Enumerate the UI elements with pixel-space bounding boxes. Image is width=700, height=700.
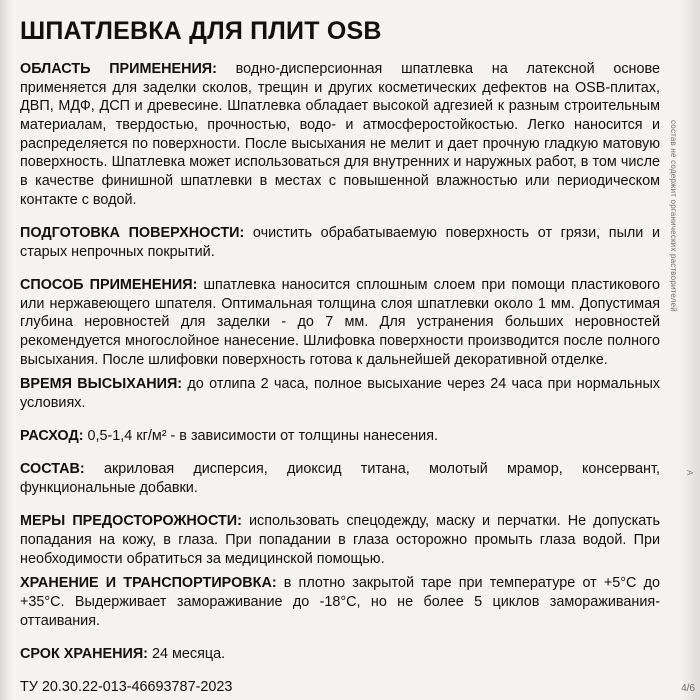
section-shelf-life-heading: СРОК ХРАНЕНИЯ: — [20, 645, 148, 662]
section-storage — [20, 574, 660, 630]
section-drying-time-heading: ВРЕМЯ ВЫСЫХАНИЯ: — [20, 376, 183, 393]
section-consumption-text: 0,5-1,4 кг/м² - в зависимости от толщины нанесения. — [83, 428, 439, 445]
section-precautions — [20, 512, 660, 568]
section-storage-heading: ХРАНЕНИЕ И ТРАНСПОРТИРОВКА: — [20, 575, 277, 592]
side-note-vertical: состав не содержит органических растворителей — [669, 120, 678, 312]
section-shelf-life — [20, 645, 660, 664]
label-content — [20, 18, 660, 698]
section-shelf-life-text: 24 месяца. — [147, 645, 226, 662]
section-surface-prep-heading: ПОДГОТОВКА ПОВЕРХНОСТИ: — [20, 225, 245, 242]
standard-code: ТУ 20.30.22-013-46693787-2023 — [20, 679, 233, 696]
section-consumption — [20, 427, 660, 446]
page-title: ШПАТЛЕВКА ДЛЯ ПЛИТ OSB — [20, 17, 382, 45]
label-left-edge — [0, 0, 14, 700]
section-usage-heading: СПОСОБ ПРИМЕНЕНИЯ: — [20, 276, 198, 293]
section-precautions-text: использовать спецодежду, маску и перчатки. Не допускать попадания на кожу, в глаза. При попадании в глаза осторожно промыть глаза водой. При необходимости обратиться за медицинской помощью. — [20, 513, 660, 567]
section-usage-text: шпатлевка наносится сплошным слоем при помощи пластикового или нержавеющего шпателя. Оптимальная толщина слоя шпатлевки около 1 мм. Допустимая глубина неровностей для заделки - до 7 мм. Для устранения больших неровностей рекомендуется многослойное нанесение. Шлифовка поверхности производится после полного высыхания. После шлифовки поверхность готова к дальнейшей декоративной отделке. — [20, 276, 660, 368]
section-composition — [20, 460, 660, 497]
section-composition-heading: СОСТАВ: — [20, 461, 85, 478]
label-right-edge — [680, 0, 700, 700]
section-precautions-heading: МЕРЫ ПРЕДОСТОРОЖНОСТИ: — [20, 513, 242, 530]
section-composition-text: акриловая дисперсия, диоксид титана, молотый мрамор, консервант, функциональные добавки. — [20, 461, 660, 497]
section-usage — [20, 276, 660, 370]
section-application-heading: ОБЛАСТЬ ПРИМЕНЕНИЯ: — [20, 60, 217, 77]
section-drying-time — [20, 375, 660, 412]
section-drying-time-text: до отлипа 2 часа, полное высыхание через 24 часа при нормальных условиях. — [20, 376, 660, 412]
corner-code: 4/6 — [681, 683, 695, 694]
section-surface-prep — [20, 224, 660, 261]
section-application-text: водно-дисперсионная шпатлевка на латексной основе применяется для заделки сколов, трещин и других косметических дефектов на OSB-плитах, ДВП, МДФ, ДСП и древесине. Шпатлевка обладает высокой адгезией к разным строительным материалам, твердостью, прочностью, водо- и атмосферостойкостью. Легко наносится и распределяется по поверхности. После высыхания не мелит и дает прочную гладкую матовую поверхность. Шпатлевка может использоваться для внутренних и наружных работ, в том числе в качестве финишной шпатлевки в местах с повышенной влажностью или периодическом контакте с водой. — [20, 60, 660, 208]
section-consumption-heading: РАСХОД: — [20, 428, 84, 445]
side-note-far-right: А — [685, 470, 694, 476]
section-surface-prep-text: очистить обрабатываемую поверхность от грязи, пыли и старых непрочных покрытий. — [20, 225, 660, 260]
section-application — [20, 60, 660, 210]
section-storage-text: в плотно закрытой таре при температуре от +5°С до +35°С. Выдерживает замораживание до -18°С, но не более 5 циклов замораживания-оттаивания. — [20, 575, 660, 629]
